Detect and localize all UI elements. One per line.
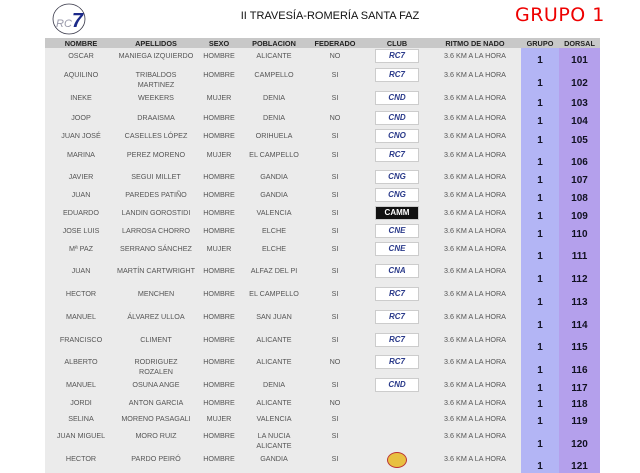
cell-poblacion: ALICANTE xyxy=(243,354,305,377)
table-row xyxy=(45,309,600,332)
cell-grupo: 1 xyxy=(521,205,559,223)
cell-poblacion: ALICANTE xyxy=(243,332,305,354)
cell-ritmo: 3.6 KM A LA HORA xyxy=(429,309,521,332)
cell-ritmo: 3.6 KM A LA HORA xyxy=(429,110,521,128)
cell-sexo: HOMBRE xyxy=(195,286,243,309)
cell-poblacion: LA NUCIA ALICANTE xyxy=(243,428,305,451)
cell-sexo: HOMBRE xyxy=(195,169,243,187)
table-row xyxy=(45,332,600,354)
cell-grupo: 1 xyxy=(521,332,559,354)
cell-grupo: 1 xyxy=(521,354,559,377)
table-row xyxy=(45,377,600,395)
cell-poblacion: GANDIA xyxy=(243,169,305,187)
club-logo: RC7 xyxy=(375,333,419,347)
cell-poblacion: ELCHE xyxy=(243,223,305,241)
cell-ritmo: 3.6 KM A LA HORA xyxy=(429,395,521,411)
cell-club xyxy=(365,223,429,241)
cell-grupo: 1 xyxy=(521,187,559,205)
cell-dorsal: 113 xyxy=(559,286,600,309)
cell-dorsal: 109 xyxy=(559,205,600,223)
column-header: CLUB xyxy=(365,38,429,48)
cell-federado: SI xyxy=(305,241,365,263)
club-logo: RC7 xyxy=(375,49,419,63)
cell-federado: SI xyxy=(305,187,365,205)
club-logo: RC7 xyxy=(375,355,419,369)
column-header: POBLACION xyxy=(243,38,305,48)
cell-apellidos: ÁLVAREZ ULLOA xyxy=(117,309,195,332)
cell-nombre: JAVIER xyxy=(45,169,117,187)
cell-grupo: 1 xyxy=(521,90,559,110)
cell-club xyxy=(365,411,429,428)
table-row xyxy=(45,147,600,169)
cell-dorsal: 118 xyxy=(559,395,600,411)
cell-ritmo: 3.6 KM A LA HORA xyxy=(429,223,521,241)
cell-grupo: 1 xyxy=(521,428,559,451)
cell-poblacion: DENIA xyxy=(243,90,305,110)
column-header: NOMBRE xyxy=(45,38,117,48)
cell-club xyxy=(365,354,429,377)
cell-nombre: OSCAR xyxy=(45,48,117,67)
cell-federado: SI xyxy=(305,147,365,169)
cell-poblacion: GANDIA xyxy=(243,187,305,205)
cell-federado: SI xyxy=(305,128,365,147)
cell-dorsal: 104 xyxy=(559,110,600,128)
club-logo: CAMM xyxy=(375,206,419,220)
club-logo: CND xyxy=(375,111,419,125)
cell-apellidos: PAREDES PATIÑO xyxy=(117,187,195,205)
cell-club xyxy=(365,67,429,90)
cell-sexo: MUJER xyxy=(195,241,243,263)
cell-poblacion: ALICANTE xyxy=(243,48,305,67)
table-row xyxy=(45,48,600,67)
cell-ritmo: 3.6 KM A LA HORA xyxy=(429,377,521,395)
cell-nombre: JUAN xyxy=(45,263,117,286)
table-row xyxy=(45,451,600,473)
page-title: II TRAVESÍA-ROMERÍA SANTA FAZ xyxy=(240,10,420,22)
cell-club xyxy=(365,309,429,332)
cell-grupo: 1 xyxy=(521,263,559,286)
cell-poblacion: ALICANTE xyxy=(243,395,305,411)
cell-grupo: 1 xyxy=(521,241,559,263)
cell-grupo: 1 xyxy=(521,395,559,411)
cell-dorsal: 114 xyxy=(559,309,600,332)
cell-apellidos: SERRANO SÁNCHEZ xyxy=(117,241,195,263)
cell-nombre: JUAN JOSÉ xyxy=(45,128,117,147)
column-header: FEDERADO xyxy=(305,38,365,48)
club-logo: RC7 xyxy=(375,287,419,301)
cell-club xyxy=(365,428,429,451)
table-row xyxy=(45,223,600,241)
cell-dorsal: 108 xyxy=(559,187,600,205)
column-header: APELLIDOS xyxy=(117,38,195,48)
table-row xyxy=(45,205,600,223)
cell-apellidos: CLIMENT xyxy=(117,332,195,354)
cell-dorsal: 101 xyxy=(559,48,600,67)
cell-apellidos: LANDIN GOROSTIDI xyxy=(117,205,195,223)
cell-sexo: HOMBRE xyxy=(195,110,243,128)
club-logo: RC7 xyxy=(375,148,419,162)
club-logo: CNG xyxy=(375,170,419,184)
cell-federado: SI xyxy=(305,169,365,187)
column-header: GRUPO xyxy=(521,38,559,48)
cell-poblacion: VALENCIA xyxy=(243,205,305,223)
cell-ritmo: 3.6 KM A LA HORA xyxy=(429,205,521,223)
cell-poblacion: GANDIA xyxy=(243,451,305,473)
header-row xyxy=(45,38,600,48)
cell-nombre: INEKE xyxy=(45,90,117,110)
cell-nombre: MANUEL xyxy=(45,309,117,332)
cell-nombre: Mª PAZ xyxy=(45,241,117,263)
cell-dorsal: 105 xyxy=(559,128,600,147)
cell-ritmo: 3.6 KM A LA HORA xyxy=(429,187,521,205)
cell-sexo: HOMBRE xyxy=(195,309,243,332)
cell-grupo: 1 xyxy=(521,147,559,169)
cell-sexo: HOMBRE xyxy=(195,354,243,377)
cell-club xyxy=(365,90,429,110)
cell-club xyxy=(365,286,429,309)
club-logo: CND xyxy=(375,91,419,105)
cell-apellidos: PEREZ MORENO xyxy=(117,147,195,169)
cell-nombre: JUAN MIGUEL xyxy=(45,428,117,451)
cell-nombre: JORDI xyxy=(45,395,117,411)
cell-poblacion: SAN JUAN xyxy=(243,309,305,332)
table-row xyxy=(45,354,600,377)
cell-apellidos: SEGUI MILLET xyxy=(117,169,195,187)
cell-club xyxy=(365,241,429,263)
cell-federado: NO xyxy=(305,110,365,128)
column-header: RITMO DE NADO xyxy=(429,38,521,48)
cell-apellidos: RODRIGUEZ ROZALEN xyxy=(117,354,195,377)
cell-sexo: HOMBRE xyxy=(195,451,243,473)
cell-nombre: JUAN xyxy=(45,187,117,205)
table-row xyxy=(45,241,600,263)
cell-grupo: 1 xyxy=(521,286,559,309)
cell-sexo: MUJER xyxy=(195,90,243,110)
cell-sexo: HOMBRE xyxy=(195,332,243,354)
cell-dorsal: 102 xyxy=(559,67,600,90)
participants-table xyxy=(45,38,600,473)
cell-ritmo: 3.6 KM A LA HORA xyxy=(429,332,521,354)
cell-apellidos: MARTÍN CARTWRIGHT xyxy=(117,263,195,286)
cell-club xyxy=(365,110,429,128)
cell-nombre: MANUEL xyxy=(45,377,117,395)
cell-ritmo: 3.6 KM A LA HORA xyxy=(429,241,521,263)
cell-ritmo: 3.6 KM A LA HORA xyxy=(429,90,521,110)
club-logo: CNA xyxy=(375,264,419,278)
cell-dorsal: 107 xyxy=(559,169,600,187)
table-row xyxy=(45,90,600,110)
cell-dorsal: 119 xyxy=(559,411,600,428)
cell-dorsal: 103 xyxy=(559,90,600,110)
cell-club xyxy=(365,205,429,223)
cell-federado: SI xyxy=(305,332,365,354)
cell-club xyxy=(365,187,429,205)
table-row xyxy=(45,169,600,187)
table-row xyxy=(45,263,600,286)
cell-grupo: 1 xyxy=(521,223,559,241)
cell-poblacion: CAMPELLO xyxy=(243,67,305,90)
cell-nombre: JOOP xyxy=(45,110,117,128)
cell-club xyxy=(365,263,429,286)
cell-apellidos: MORENO PASAGALI xyxy=(117,411,195,428)
cell-federado: NO xyxy=(305,395,365,411)
cell-dorsal: 121 xyxy=(559,451,600,473)
cell-ritmo: 3.6 KM A LA HORA xyxy=(429,354,521,377)
cell-ritmo: 3.6 KM A LA HORA xyxy=(429,263,521,286)
club-logo: CNG xyxy=(375,188,419,202)
cell-grupo: 1 xyxy=(521,377,559,395)
cell-grupo: 1 xyxy=(521,128,559,147)
cell-poblacion: VALENCIA xyxy=(243,411,305,428)
cell-sexo: HOMBRE xyxy=(195,48,243,67)
cell-sexo: HOMBRE xyxy=(195,263,243,286)
cell-sexo: HOMBRE xyxy=(195,128,243,147)
table-row xyxy=(45,128,600,147)
cell-federado: SI xyxy=(305,377,365,395)
cell-dorsal: 117 xyxy=(559,377,600,395)
cell-federado: SI xyxy=(305,451,365,473)
cell-club xyxy=(365,128,429,147)
club-logo: CNO xyxy=(375,129,419,143)
cell-nombre: ALBERTO xyxy=(45,354,117,377)
cell-nombre: HECTOR xyxy=(45,286,117,309)
cell-grupo: 1 xyxy=(521,451,559,473)
cell-apellidos: LARROSA CHORRO xyxy=(117,223,195,241)
cell-dorsal: 115 xyxy=(559,332,600,354)
cell-apellidos: DRAAISMA xyxy=(117,110,195,128)
cell-grupo: 1 xyxy=(521,67,559,90)
club-logo: CNE xyxy=(375,224,419,238)
cell-dorsal: 111 xyxy=(559,241,600,263)
svg-text:RC7: RC7 xyxy=(56,10,84,32)
cell-ritmo: 3.6 KM A LA HORA xyxy=(429,428,521,451)
cell-apellidos: ANTON GARCIA xyxy=(117,395,195,411)
column-header: SEXO xyxy=(195,38,243,48)
cell-club xyxy=(365,395,429,411)
table-row xyxy=(45,67,600,90)
cell-poblacion: ALFAZ DEL PI xyxy=(243,263,305,286)
club-logo: CNE xyxy=(375,242,419,256)
cell-ritmo: 3.6 KM A LA HORA xyxy=(429,451,521,473)
cell-club xyxy=(365,48,429,67)
table-row xyxy=(45,428,600,451)
cell-ritmo: 3.6 KM A LA HORA xyxy=(429,67,521,90)
cell-sexo: MUJER xyxy=(195,147,243,169)
cell-apellidos: TRIBALDOS MARTINEZ xyxy=(117,67,195,90)
cell-federado: NO xyxy=(305,354,365,377)
table-row xyxy=(45,411,600,428)
cell-sexo: HOMBRE xyxy=(195,67,243,90)
cell-nombre: JOSE LUIS xyxy=(45,223,117,241)
cell-federado: SI xyxy=(305,286,365,309)
cell-sexo: HOMBRE xyxy=(195,395,243,411)
cell-club xyxy=(365,377,429,395)
cell-federado: SI xyxy=(305,411,365,428)
cell-federado: NO xyxy=(305,48,365,67)
cell-dorsal: 116 xyxy=(559,354,600,377)
cell-poblacion: ELCHE xyxy=(243,241,305,263)
cell-federado: SI xyxy=(305,205,365,223)
cell-nombre: SELINA xyxy=(45,411,117,428)
cell-sexo: HOMBRE xyxy=(195,377,243,395)
cell-poblacion: ORIHUELA xyxy=(243,128,305,147)
cell-grupo: 1 xyxy=(521,169,559,187)
cell-club xyxy=(365,451,429,473)
club-logo: RC7 xyxy=(375,310,419,324)
cell-dorsal: 120 xyxy=(559,428,600,451)
cell-sexo: MUJER xyxy=(195,411,243,428)
cell-grupo: 1 xyxy=(521,309,559,332)
cell-apellidos: WEEKERS xyxy=(117,90,195,110)
table-row xyxy=(45,395,600,411)
cell-sexo: HOMBRE xyxy=(195,187,243,205)
cell-poblacion: DENIA xyxy=(243,377,305,395)
cell-ritmo: 3.6 KM A LA HORA xyxy=(429,169,521,187)
cell-apellidos: CASELLES LÓPEZ xyxy=(117,128,195,147)
group-label: GRUPO 1 xyxy=(515,4,605,26)
cell-apellidos: MENCHEN xyxy=(117,286,195,309)
column-header: DORSAL xyxy=(559,38,600,48)
cell-dorsal: 112 xyxy=(559,263,600,286)
cell-poblacion: DENIA xyxy=(243,110,305,128)
cell-nombre: MARINA xyxy=(45,147,117,169)
cell-ritmo: 3.6 KM A LA HORA xyxy=(429,48,521,67)
club-logo xyxy=(387,452,407,468)
cell-federado: SI xyxy=(305,223,365,241)
cell-nombre: FRANCISCO xyxy=(45,332,117,354)
cell-sexo: HOMBRE xyxy=(195,205,243,223)
table-row xyxy=(45,286,600,309)
cell-dorsal: 110 xyxy=(559,223,600,241)
cell-grupo: 1 xyxy=(521,48,559,67)
cell-grupo: 1 xyxy=(521,411,559,428)
cell-federado: SI xyxy=(305,67,365,90)
cell-federado: SI xyxy=(305,309,365,332)
cell-club xyxy=(365,147,429,169)
cell-ritmo: 3.6 KM A LA HORA xyxy=(429,147,521,169)
cell-poblacion: EL CAMPELLO xyxy=(243,286,305,309)
cell-apellidos: OSUNA ANGE xyxy=(117,377,195,395)
cell-apellidos: MORO RUIZ xyxy=(117,428,195,451)
cell-federado: SI xyxy=(305,263,365,286)
cell-apellidos: MANIEGA IZQUIERDO xyxy=(117,48,195,67)
club-logo: RC7 xyxy=(375,68,419,82)
cell-federado: SI xyxy=(305,428,365,451)
cell-nombre: EDUARDO xyxy=(45,205,117,223)
club-logo: CND xyxy=(375,378,419,392)
cell-sexo: HOMBRE xyxy=(195,223,243,241)
cell-dorsal: 106 xyxy=(559,147,600,169)
cell-ritmo: 3.6 KM A LA HORA xyxy=(429,286,521,309)
cell-nombre: AQUILINO xyxy=(45,67,117,90)
cell-apellidos: PARDO PEIRÓ xyxy=(117,451,195,473)
table-row xyxy=(45,110,600,128)
cell-federado: SI xyxy=(305,90,365,110)
table-row xyxy=(45,187,600,205)
cell-ritmo: 3.6 KM A LA HORA xyxy=(429,411,521,428)
cell-sexo: HOMBRE xyxy=(195,428,243,451)
cell-ritmo: 3.6 KM A LA HORA xyxy=(429,128,521,147)
cell-grupo: 1 xyxy=(521,110,559,128)
cell-nombre: HECTOR xyxy=(45,451,117,473)
cell-club xyxy=(365,169,429,187)
cell-poblacion: EL CAMPELLO xyxy=(243,147,305,169)
cell-club xyxy=(365,332,429,354)
